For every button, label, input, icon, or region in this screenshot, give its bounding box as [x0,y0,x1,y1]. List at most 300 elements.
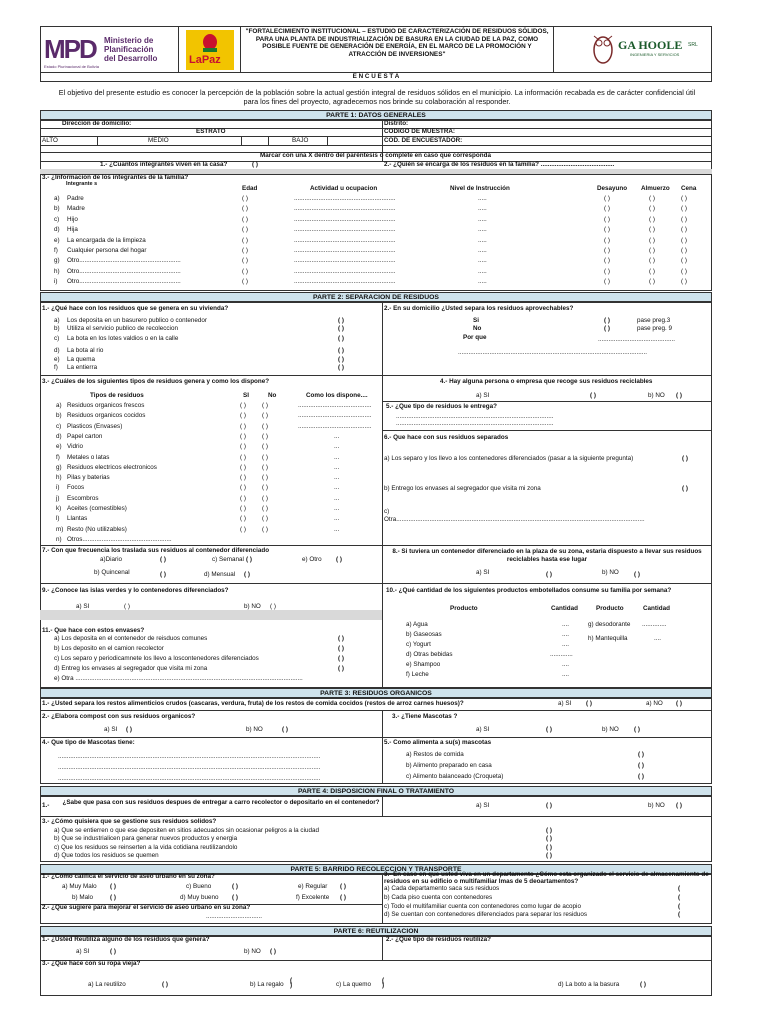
estrato-medio[interactable]: MEDIO [148,137,169,144]
p5-q3-option[interactable]: d) Se cuentan con contenedores diferenciados para separar los residuos [384,911,588,919]
member-almuerzo-box[interactable]: ( ) [649,236,655,244]
p3-q2-si[interactable]: a) SI [104,726,118,733]
p6-q3-c[interactable]: c) La quemo [336,981,372,988]
member-name: Otro.......................................................... [67,267,181,275]
producto-item-right: h) Mantequilla [588,635,628,642]
p4-q1-si-box[interactable]: ( ) [546,802,552,809]
tipo-residuo: Pilas y baterias [67,474,110,482]
q1-integrantes-box[interactable]: ( ) [252,161,258,168]
member-cena-box[interactable]: ( ) [681,205,687,213]
gahoole-name: GA HOOLE [618,38,683,52]
tipo-letter: i) [56,484,60,492]
p2-q7-mensual-box[interactable]: ( ) [244,571,250,578]
tipo-residuo: Otros................................................... [67,535,172,543]
member-desayuno-box[interactable]: ( ) [604,215,610,223]
p3-q3-si[interactable]: a) SI [476,726,490,733]
member-nivel-line[interactable]: ..... [478,257,487,265]
p2-q11-option[interactable]: b) Los deposito en el camion recolector [54,645,164,652]
tipo-no-box[interactable]: ( ) [262,443,268,451]
member-name: Padre [67,195,84,202]
member-desayuno-box[interactable]: ( ) [604,226,610,234]
tipo-residuo: Escombros [67,494,99,502]
p5-q1-option-box[interactable]: ( ) [340,894,346,901]
member-desayuno-box[interactable]: ( ) [604,247,610,254]
tipo-dispone-line[interactable]: .......................................... [298,402,372,409]
p3-q5-option[interactable]: b) Alimento preparado en casa [406,762,492,769]
p6-q3-c-box[interactable]: ( ) [382,977,385,989]
p3-q5-option-box[interactable]: ( ) [638,751,644,758]
p2-q2-line[interactable]: ............................................................................................................ [458,349,647,356]
member-cena-box[interactable]: ( ) [681,215,687,223]
p2-q9: 9.- ¿Conoce las islas verdes y lo contenedores diferenciados? [42,587,229,594]
p4-q2-option[interactable]: a) Que se entierren o que ese depositen en sitios adecuados sin ocasionar peligros a la ciudad [54,827,319,834]
p2-q11-option-box[interactable]: ( ) [338,655,344,662]
col-tipos: Tipos de residuos [90,392,144,399]
p5-q1-option[interactable]: f) Excelente [296,894,330,901]
tipo-dispone-line[interactable]: ... [334,484,340,492]
p4-q2-option-box[interactable]: ( ) [546,843,552,851]
tipo-residuo: Plasticos (Envases) [67,422,123,430]
col-producto-2: Producto [596,605,624,612]
encuesta-label: E N C U E S T A [352,73,400,80]
gahoole-subtitle: INGENIERIA Y SERVICIOS [630,52,680,57]
p4-q1-no[interactable]: b) NO [648,802,665,809]
producto-cantidad[interactable]: .... [562,660,569,668]
producto-cantidad[interactable]: .... [562,670,569,678]
member-almuerzo-box[interactable]: ( ) [649,267,655,275]
p2-q8-si-box[interactable]: ( ) [546,571,552,578]
tipo-dispone-line[interactable]: .......................................... [298,412,372,420]
p2-q1-option-box[interactable]: ( ) [338,335,344,342]
member-nivel-line[interactable]: ..... [478,215,487,223]
part2-title: PARTE 2: SEPARACION DE RESIDUOS [40,292,712,302]
p2-q7-otro[interactable]: e) Otro [302,556,322,563]
tipo-no-box[interactable]: ( ) [262,422,268,430]
p5-q1-option-box[interactable]: ( ) [340,883,346,890]
p2-q1-option-box[interactable]: ( ) [338,364,344,371]
p3-q3-no[interactable]: b) NO [602,726,619,733]
p2-q7-semanal[interactable]: c) Semanal [212,556,244,563]
p5-q1: 1.- ¿Cómo califica el servicio de aseo urbano en su zona? [42,873,215,880]
member-desayuno-box[interactable]: ( ) [604,195,610,202]
p6-q3-b-box[interactable]: ( ) [290,977,293,989]
p2-q5-line1[interactable]: .......................................................................................... [396,413,554,420]
p2-q4-no[interactable]: b) NO [648,392,665,399]
member-almuerzo-box[interactable]: ( ) [649,215,655,223]
member-desayuno-box[interactable]: ( ) [604,236,610,244]
p2-q8-no[interactable]: b) NO [602,569,619,576]
tipo-no-box[interactable]: ( ) [262,432,268,440]
p6-q1-no[interactable]: b) NO [244,948,261,955]
cod-encuestador-label: COD. DE ENCUESTADOR: [384,137,463,144]
producto-cantidad[interactable]: .... [562,621,569,628]
tipo-residuo: Papel carton [67,432,103,440]
tipo-dispone-line[interactable]: ... [334,463,340,471]
p5-q1-option[interactable]: c) Bueno [186,883,212,890]
p5-q3-option[interactable]: c) Todo el multifamiliar cuenta con contenedores como lugar de acopio [384,902,581,910]
estrato-alto[interactable]: ALTO [42,137,58,144]
p2-q5: 5.- ¿Que tipo de residuos le entrega? [386,403,497,410]
p5-q1-option-box[interactable]: ( ) [110,883,116,890]
p2-q1-option-box[interactable]: ( ) [338,317,344,324]
tipo-si-box[interactable]: ( ) [240,525,246,533]
tipo-no-box[interactable]: ( ) [262,525,268,533]
member-letter: a) [54,195,60,202]
p6-q1-no-box[interactable]: ( ) [270,948,276,955]
member-actividad-line[interactable]: .......................................................... [294,247,396,254]
p5-q3-option-box[interactable]: ( [678,885,681,892]
p2-q6-c: c) [384,508,390,515]
member-edad-box[interactable]: ( ) [242,226,248,234]
tipo-letter: d) [56,432,62,440]
tipo-letter: k) [56,505,62,512]
p2-q1-option-letter: e) [54,356,60,363]
p2-q9-si-box[interactable]: ( ) [124,603,130,610]
tipo-no-box[interactable]: ( ) [262,484,268,492]
p2-q11-option-box[interactable]: ( ) [338,645,344,652]
p2-q1-option[interactable]: Utiliza el servicio publico de recoleccion [67,325,178,332]
member-nivel-line[interactable]: ..... [478,195,487,202]
part1-title: PARTE 1: DATOS GENERALES [40,110,712,120]
producto-item: b) Gaseosas [406,630,442,638]
p5-q3-option[interactable]: a) Cada departamento saca sus residuos [384,885,500,892]
tipo-si-box[interactable]: ( ) [240,453,246,461]
p2-q2-si-box[interactable]: ( ) [604,317,610,324]
p2-q1-option[interactable]: La bota en los lotes valdios o en la calle [67,335,179,342]
producto-cantidad-right[interactable]: .... [654,635,661,642]
p3-q4-line2[interactable]: ...................................................................................................................................................... [58,764,321,771]
p2-q6-b[interactable]: b) Entrego los envases al segregador que visita mi zona [384,485,541,492]
p6-q3-b[interactable]: b) La regalo [250,981,284,988]
tipo-dispone-line[interactable]: .......................................... [298,422,372,430]
member-name: Madre [67,205,85,213]
p2-q11-option[interactable]: c) Los separo y periodicamnete los llevo a loscontenedores diferenciados [54,655,259,662]
p2-q7-diario-box[interactable]: ( ) [160,556,166,563]
tipo-si-box[interactable]: ( ) [240,474,246,482]
p4-q2-option-box[interactable]: ( ) [546,827,552,834]
p3-q4-line1[interactable]: ...................................................................................................................................................... [58,753,321,760]
producto-cantidad[interactable]: .... [562,630,569,638]
member-edad-box[interactable]: ( ) [242,278,248,286]
member-cena-box[interactable]: ( ) [681,195,687,202]
tipo-si-box[interactable]: ( ) [240,422,246,430]
p6-q3-a-box[interactable]: ( ) [162,981,168,988]
p2-q1-option[interactable]: La quema [67,356,96,363]
member-desayuno-box[interactable]: ( ) [604,205,610,213]
p2-q4-si-box[interactable]: ( ) [590,392,596,399]
member-name: La encargada de la limpieza [67,236,146,244]
member-letter: b) [54,205,60,213]
part4-title: PARTE 4: DISPOSICION FINAL O TRATAMIENTO [40,786,712,796]
member-almuerzo-box[interactable]: ( ) [649,257,655,265]
member-cena-box[interactable]: ( ) [681,257,687,265]
p2-q9-no-box[interactable]: ( ) [270,603,276,610]
p2-q11-option[interactable]: d) Entreg los envases al segregador que visita mi zona [54,665,208,672]
p4-q2-option-box[interactable]: ( ) [546,835,552,843]
col-integrante: Integrante s [66,181,98,187]
member-actividad-line[interactable]: .......................................................... [294,267,396,275]
p5-q3-option[interactable]: b) Cada piso cuenta con contenedores [384,893,493,901]
member-edad-box[interactable]: ( ) [242,236,248,244]
member-edad-box[interactable]: ( ) [242,205,248,213]
tipo-si-box[interactable]: ( ) [240,443,246,451]
member-nivel-line[interactable]: ..... [478,205,487,213]
tipo-dispone-line[interactable]: ... [334,525,340,533]
gahoole-logo [588,30,618,71]
producto-item: e) Shampoo [406,660,441,668]
producto-cantidad[interactable]: ............. [550,650,573,658]
p2-q6-otra[interactable]: Otra.............................................................................................................................................. [384,516,645,523]
tipo-dispone-line[interactable]: ... [334,515,340,523]
p2-q1-option[interactable]: La entierra [67,364,98,371]
member-almuerzo-box[interactable]: ( ) [649,205,655,213]
member-cena-box[interactable]: ( ) [681,267,687,275]
p2-q7: 7.- Con que frecuencia los traslada sus residuos al contenedor diferenciado [42,547,270,554]
col-cantidad-2: Cantidad [643,605,670,612]
p4-q2-option-box[interactable]: ( ) [546,851,552,859]
p2-q1-option-box[interactable]: ( ) [338,325,344,332]
p3-q1: 1.- ¿Usted separa los restos alimenticios crudos (cascaras, verdura, fruta) de los restos de comida cocidos (restos de arroz carnes huesos)? [42,700,464,707]
tipo-residuo: Focos [67,484,85,492]
member-almuerzo-box[interactable]: ( ) [649,226,655,234]
member-name: Cualquier persona del hogar [67,247,147,254]
p6-q2: 2.- ¿Que tipo de residuos reutiliza? [386,936,491,943]
p3-q2-si-box[interactable]: ( ) [126,726,132,733]
p2-q8-no-box[interactable]: ( ) [634,571,640,578]
member-nivel-line[interactable]: ..... [478,278,487,286]
p6-q1-si-box[interactable]: ( ) [110,948,116,955]
p2-q9-si[interactable]: a) SI [76,603,90,610]
member-desayuno-box[interactable]: ( ) [604,278,610,286]
p5-q3-option-box[interactable]: ( [678,893,681,901]
member-actividad-line[interactable]: .......................................................... [294,226,396,234]
member-almuerzo-box[interactable]: ( ) [649,195,655,202]
producto-cantidad[interactable]: .... [562,640,569,648]
p3-q1-si[interactable]: a) SI [558,700,572,707]
estrato-label: ESTRATO [196,128,226,135]
q1-integrantes: 1.- ¿Cuantos integrantes viven en la casa? [100,161,228,168]
tipo-no-box[interactable]: ( ) [262,494,268,502]
p2-q11-option[interactable]: e) Otra .................................................................................................................................. [54,675,303,682]
p4-q2-option[interactable]: d) Que todos los residuos se quemen [54,851,159,859]
p3-q1-no-box[interactable]: ( ) [676,700,682,707]
member-edad-box[interactable]: ( ) [242,215,248,223]
member-edad-box[interactable]: ( ) [242,267,248,275]
tipo-no-box[interactable]: ( ) [262,402,268,409]
distrito-label: Distrito: [384,120,409,127]
p2-q2-no-box[interactable]: ( ) [604,325,610,332]
tipo-letter: a) [56,402,62,409]
p5-q1-option[interactable]: a) Muy Malo [62,883,97,890]
member-desayuno-box[interactable]: ( ) [604,257,610,265]
p3-q2: 2.- ¿Elabora compost con sus residuos organicos? [42,713,196,720]
p5-q1-option-box[interactable]: ( ) [232,894,238,901]
member-nivel-line[interactable]: ..... [478,236,487,244]
member-letter: i) [54,278,58,286]
col-almuerzo: Almuerzo [641,185,670,192]
member-nivel-line[interactable]: ..... [478,226,487,234]
p5-q1-option-box[interactable]: ( ) [110,894,116,901]
member-edad-box[interactable]: ( ) [242,247,248,254]
tipo-letter: b) [56,412,62,420]
p3-q3-si-box[interactable]: ( ) [546,726,552,733]
member-cena-box[interactable]: ( ) [681,236,687,244]
p2-q7-otro-box[interactable]: ( ) [336,556,342,563]
tipo-dispone-line[interactable]: ... [334,432,340,440]
p3-q3-no-box[interactable]: ( ) [634,726,640,733]
p4-q2: 3.- ¿Cómo quisiera que se gestione sus residuos solidos? [42,818,217,825]
p5-q2-line[interactable]: ................................ [206,913,262,920]
member-name: Otro.......................................................... [67,257,181,265]
tipo-no-box[interactable]: ( ) [262,453,268,461]
p2-q9-no[interactable]: b) NO [244,603,261,610]
tipo-dispone-line[interactable]: ... [334,494,340,502]
p2-q1-option-box[interactable]: ( ) [338,347,344,354]
member-actividad-line[interactable]: .......................................................... [294,278,396,286]
member-letter: d) [54,226,60,234]
member-edad-box[interactable]: ( ) [242,257,248,265]
tipo-no-box[interactable]: ( ) [262,474,268,482]
tipo-residuo: Resto (No utilizables) [67,525,127,533]
p6-q3-a[interactable]: a) La reutilizo [88,981,126,988]
member-cena-box[interactable]: ( ) [681,247,687,254]
member-letter: e) [54,236,60,244]
p4-q2-option[interactable]: b) Que se industrialicen para generar nuevos productos y energia [54,835,238,843]
p4-q1-no-box[interactable]: ( ) [676,802,682,809]
p2-q4-si[interactable]: a) SI [476,392,490,399]
p3-q1-no[interactable]: a) NO [646,700,663,707]
p3-q2-no-box[interactable]: ( ) [282,726,288,733]
p5-q1-option-box[interactable]: ( ) [232,883,238,890]
p5-q3: 3.- En caso en que usted viva en un departamento ¿Cómo esta organizado el servicio de almacenamiento de residuos en su edificio o multifamiliar lmas de 5 deoartamentos? [384,871,709,885]
p2-q6-a[interactable]: a) Los separo y los llevo a los contenedores diferenciados (pasar a la siguiente pregunta) [384,455,634,462]
p2-q11-option-box[interactable]: ( ) [338,635,344,642]
member-cena-box[interactable]: ( ) [681,278,687,286]
tipo-si-box[interactable]: ( ) [240,505,246,512]
part3-title: PARTE 3: RESIDUOS ORGANICOS [40,688,712,698]
tipo-si-box[interactable]: ( ) [240,432,246,440]
p3-q5-option[interactable]: c) Alimento balanceado (Croqueta) [406,773,504,780]
p2-q2-no[interactable]: No [473,325,482,332]
member-almuerzo-box[interactable]: ( ) [649,247,655,254]
member-letter: h) [54,267,60,275]
p5-q1-option[interactable]: d) Muy bueno [180,894,219,901]
member-name: Hija [67,226,78,234]
p4-q2-option[interactable]: c) Que los residuos se reinserten a la vida cotidiana reutilizandolo [54,843,238,851]
p2-q7-diario[interactable]: a)Diario [100,556,123,563]
p3-q5-option-box[interactable]: ( ) [638,773,644,780]
p3-q1-si-box[interactable]: ( ) [586,700,592,707]
tipo-si-box[interactable]: ( ) [240,402,246,409]
p5-q3-option-box[interactable]: ( [678,902,681,910]
member-nivel-line[interactable]: ..... [478,267,487,275]
p2-q2-porque-line[interactable]: ............................................ [598,336,675,343]
p6-q3-d-box[interactable]: ( ) [640,981,646,988]
p3-q2-no[interactable]: b) NO [246,726,263,733]
member-actividad-line[interactable]: .......................................................... [294,236,396,244]
p6-q1-si[interactable]: a) SI [76,948,90,955]
tipo-no-box[interactable]: ( ) [262,412,268,420]
tipo-letter: h) [56,474,62,482]
p5-q3-option-box[interactable]: ( [678,911,681,919]
tipo-dispone-line[interactable]: ... [334,474,340,482]
p4-q1-si[interactable]: a) SI [476,802,490,809]
member-actividad-line[interactable]: .......................................................... [294,195,396,202]
member-actividad-line[interactable]: .......................................................... [294,215,396,223]
p2-q7-mensual[interactable]: d) Mensual [204,571,236,578]
p6-q3-d[interactable]: d) La boto a la basura [558,981,620,988]
p5-q1-option[interactable]: b) Malo [72,894,93,901]
p2-q1-option[interactable]: Los deposita en un basurero publico o contenedor [67,317,208,324]
p2-q6-a-box[interactable]: ( ) [682,455,688,462]
p4-q1: ¿Sabe que pasa con sus residuos despues de entregar a carro recolector o depositarlo en el contenedor? [62,799,380,806]
p3-q5-option-box[interactable]: ( ) [638,762,644,769]
member-actividad-line[interactable]: .......................................................... [294,257,396,265]
ministry-name: Ministerio de Planificación del Desarrollo [104,36,158,63]
p2-q2: 2.- En su domicilio ¿Usted separa los residuos aprovechables? [384,305,574,312]
member-edad-box[interactable]: ( ) [242,195,248,202]
tipo-si-box[interactable]: ( ) [240,412,246,420]
p3-q5: 5.- Como alimenta a su(s) mascotas [384,739,492,746]
tipo-no-box[interactable]: ( ) [262,515,268,523]
p2-q4-no-box[interactable]: ( ) [676,392,682,399]
tipo-dispone-line[interactable]: ... [334,505,340,512]
tipo-dispone-line[interactable]: ... [334,443,340,451]
p2-q7-quincenal-box[interactable]: ( ) [160,571,166,578]
producto-item: f) Leche [406,670,429,678]
member-nivel-line[interactable]: ..... [478,247,487,254]
member-almuerzo-box[interactable]: ( ) [649,278,655,286]
p2-q2-si[interactable]: Si [473,317,479,324]
q2-encargado[interactable]: 2.- ¿Quién se encarga de los residuos en la familia? .......................................... [384,161,615,168]
p2-q11-option[interactable]: a) Los deposita en el contenedor de reisduos comunes [54,635,208,642]
tipo-si-box[interactable]: ( ) [240,484,246,492]
p2-q7-semanal-box[interactable]: ( ) [246,556,252,563]
p3-q4-line3[interactable]: ...................................................................................................................................................... [58,775,321,782]
p2-q4: 4.- Hay alguna persona o empresa que recoge sus residuos reciclables [440,378,653,385]
tipo-letter: j) [56,494,60,502]
p2-q1-option-box[interactable]: ( ) [338,356,344,363]
col-no: No [268,392,277,399]
p2-q6-b-box[interactable]: ( ) [682,485,688,492]
tipo-dispone-line[interactable]: ... [334,453,340,461]
p5-q1-option[interactable]: e) Regular [298,883,328,890]
member-cena-box[interactable]: ( ) [681,226,687,234]
p2-q11: 11.- Que hace con estos envases? [42,627,145,634]
producto-item: c) Yogurt [406,640,431,648]
member-actividad-line[interactable]: .......................................................... [294,205,396,213]
p2-q1-option-letter: f) [54,364,58,371]
tipo-si-box[interactable]: ( ) [240,463,246,471]
tipo-si-box[interactable]: ( ) [240,515,246,523]
codigo-muestra-label: CODIGO DE MUESTRA: [384,128,456,135]
col-producto: Producto [450,605,478,612]
p2-q8-si[interactable]: a) SI [476,569,490,576]
p3-q5-option[interactable]: a) Restos de comida [406,751,464,758]
ministry-tagline: Estado Plurinacional de Bolivia [44,64,99,69]
tipo-no-box[interactable]: ( ) [262,463,268,471]
col-dispone: Como los dispone.... [306,392,368,399]
estrato-bajo[interactable]: BAJO [292,137,309,144]
p2-q5-line2[interactable]: .......................................................................................... [396,420,554,427]
tipo-si-box[interactable]: ( ) [240,494,246,502]
tipo-no-box[interactable]: ( ) [262,505,268,512]
p2-q11-option-box[interactable]: ( ) [338,665,344,672]
producto-cantidad-right[interactable]: .............. [642,621,667,628]
p2-q7-quincenal[interactable]: b) Quincenal [94,569,130,576]
member-desayuno-box[interactable]: ( ) [604,267,610,275]
p2-q1-option[interactable]: La bota al rio [67,347,104,354]
